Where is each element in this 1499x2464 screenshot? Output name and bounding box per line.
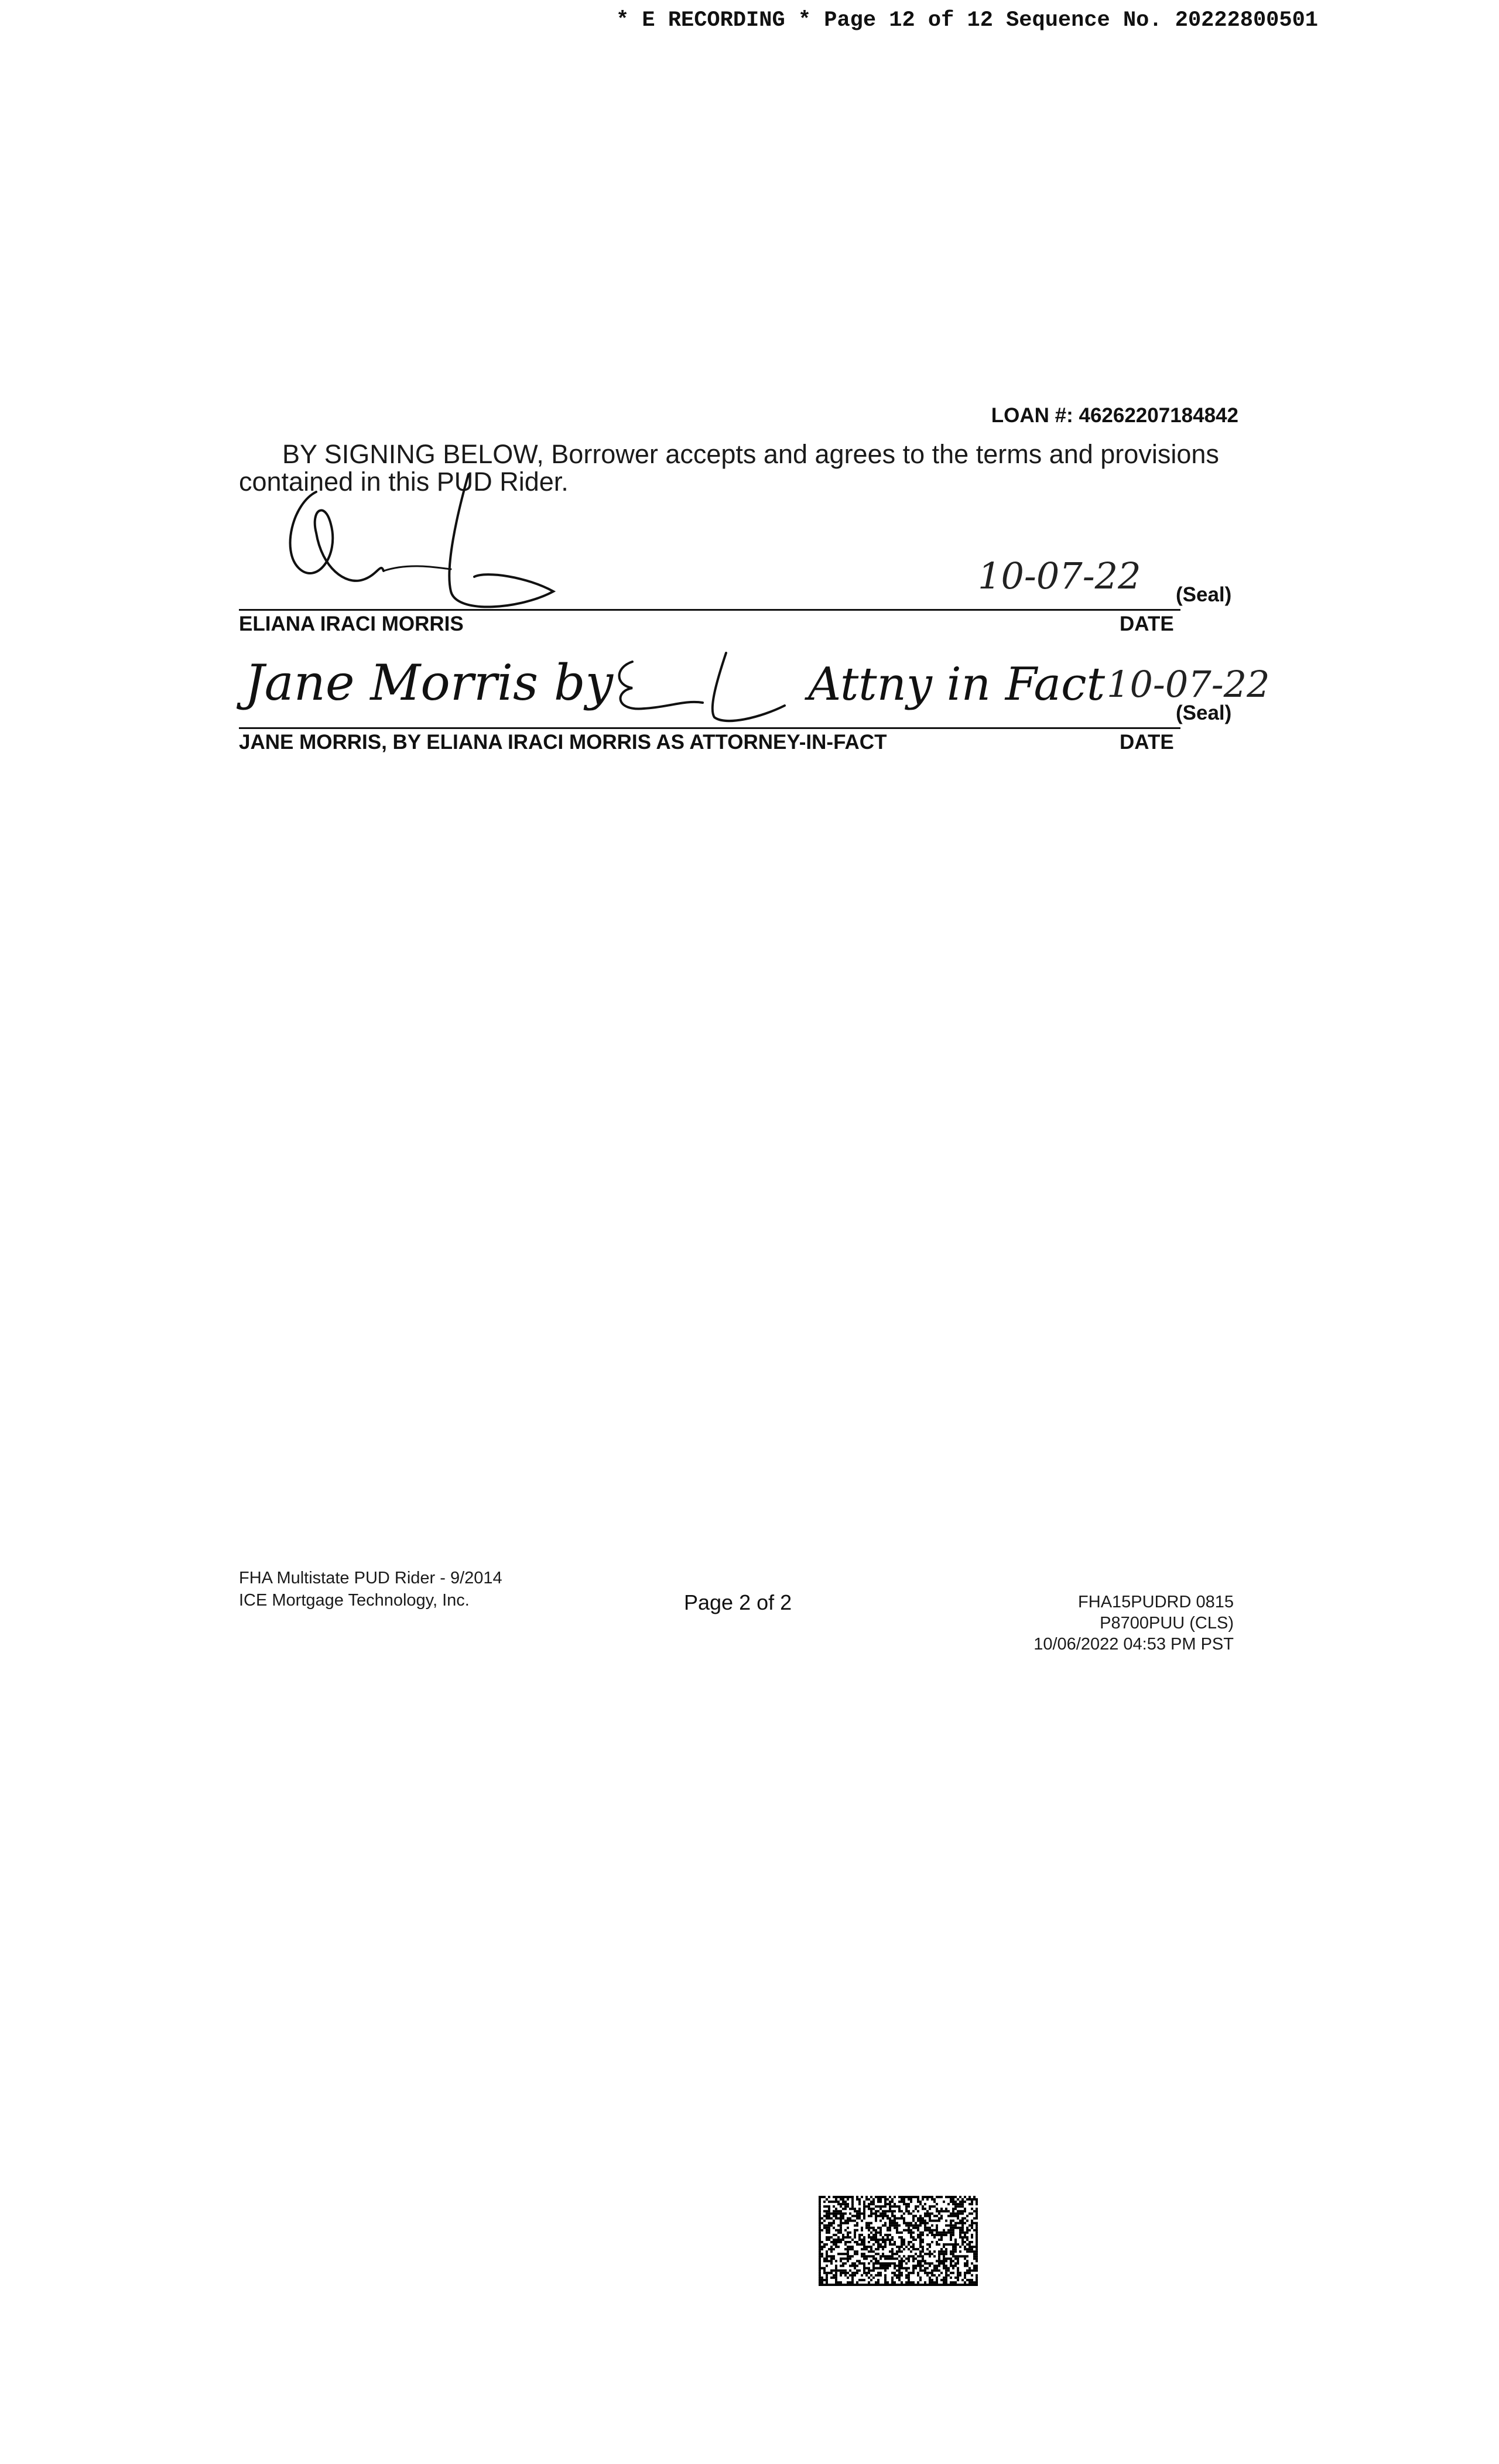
attorney-in-fact-signature <box>240 644 1106 726</box>
signature-line-1 <box>239 609 1180 611</box>
signature-line-2 <box>239 727 1180 729</box>
handwritten-date-text: 10-07-22 <box>1107 663 1270 706</box>
page-number: Page 2 of 2 <box>684 1590 792 1614</box>
footer-left <box>239 1567 502 1611</box>
form-title: FHA Multistate PUD Rider - 9/2014 <box>239 1569 502 1587</box>
borrower-signature <box>275 468 580 621</box>
date-label-2: DATE <box>1120 731 1174 754</box>
handwritten-signature-text: Jane Morris by <box>245 654 614 711</box>
datamatrix-barcode <box>819 2196 978 2286</box>
signer-name-2: JANE MORRIS, BY ELIANA IRACI MORRIS AS ATTORNEY-IN-FACT <box>239 731 887 754</box>
date-label-1: DATE <box>1120 612 1174 635</box>
seal-label-2: (Seal) <box>1176 701 1232 724</box>
agreement-text: BY SIGNING BELOW, Borrower accepts and agrees to the terms and provisions contained in this PUD Rider. <box>239 439 1219 497</box>
form-code: FHA15PUDRD 0815 <box>1078 1593 1234 1611</box>
footer-right <box>1033 1592 1234 1655</box>
handwritten-suffix-text: Attny in Fact <box>808 658 1106 711</box>
print-timestamp: 10/06/2022 04:53 PM PST <box>1033 1635 1234 1654</box>
loan-number: LOAN #: 46262207184842 <box>991 404 1238 427</box>
company-name: ICE Mortgage Technology, Inc. <box>239 1591 470 1610</box>
seal-label-1: (Seal) <box>1176 583 1232 606</box>
recording-header: * E RECORDING * Page 12 of 12 Sequence No. 20222800501 <box>616 8 1318 33</box>
doc-code: P8700PUU (CLS) <box>1100 1614 1234 1633</box>
handwritten-date-text: 10-07-22 <box>978 555 1141 597</box>
borrower-handwritten-date-1 <box>972 545 1195 603</box>
signer-name-1: ELIANA IRACI MORRIS <box>239 612 464 635</box>
